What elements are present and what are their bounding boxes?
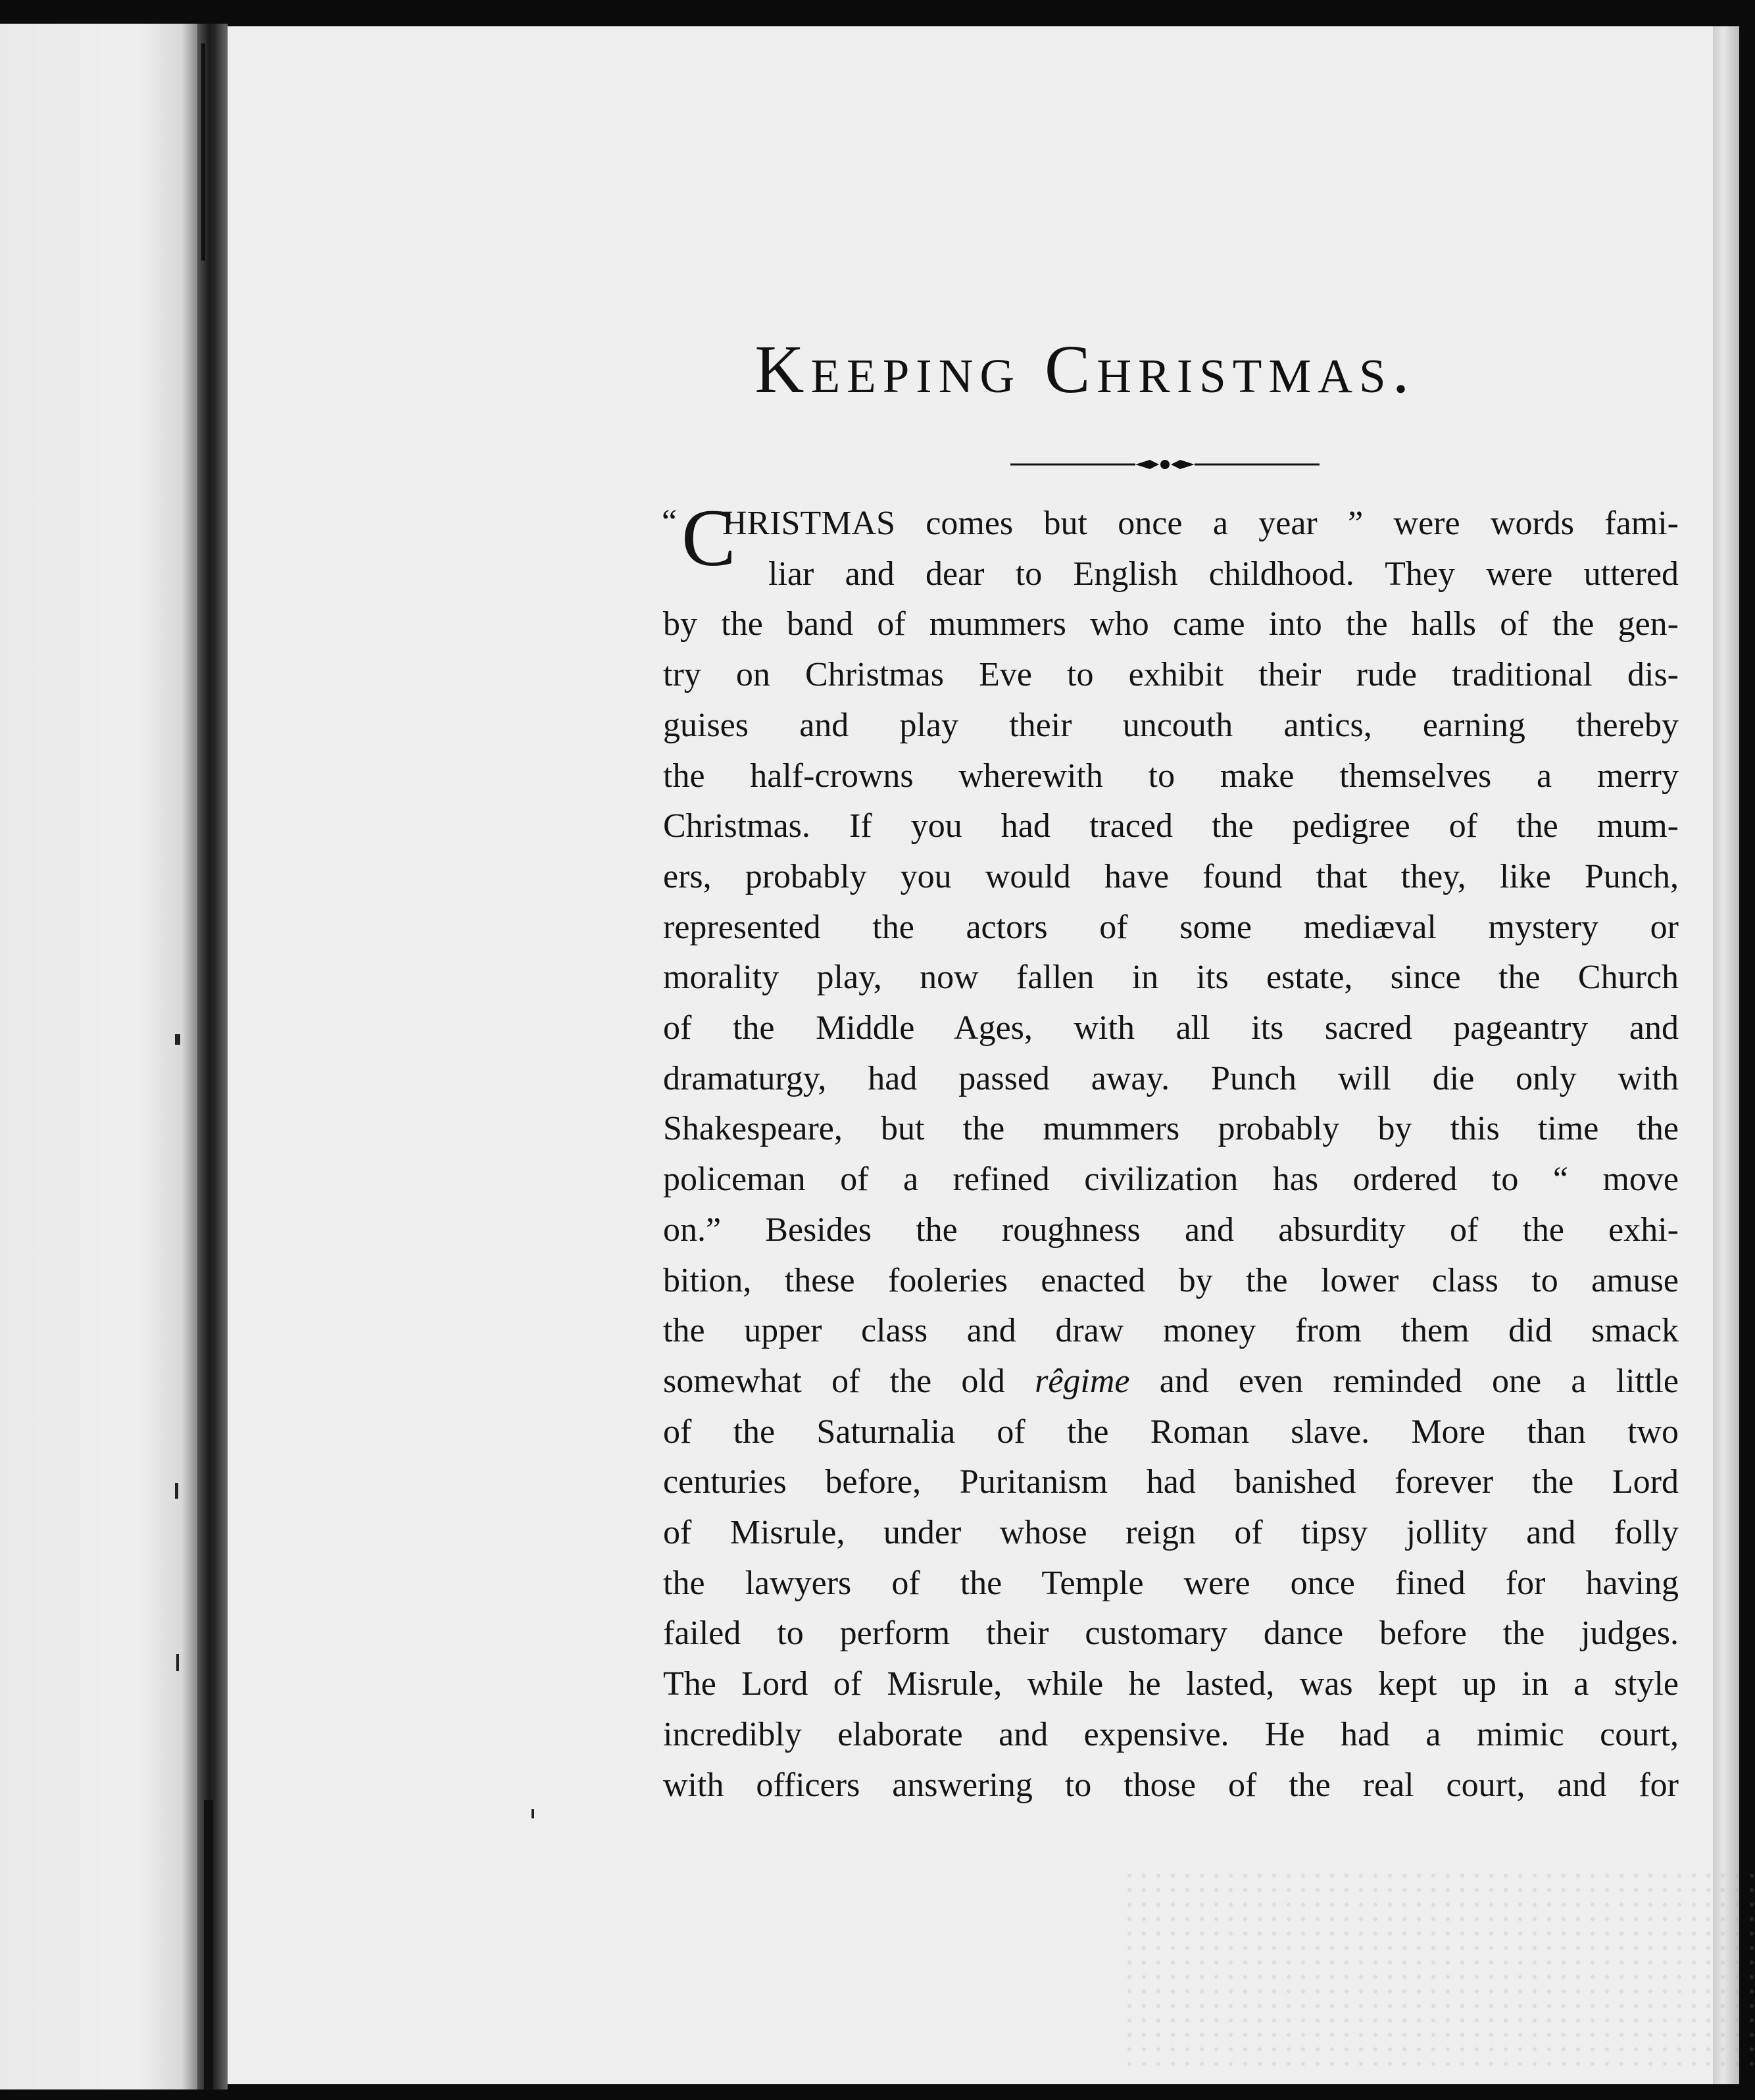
text-line: guises and play their uncouth antics, earning thereby	[663, 706, 1679, 744]
text-line: morality play, now fallen in its estate, since the Church	[663, 959, 1679, 997]
drop-cap-letter: C	[681, 493, 736, 583]
line-text: somewhat of the old	[663, 1362, 1035, 1400]
text-line: represented the actors of some mediæval mystery or	[663, 908, 1679, 946]
text-line: liar and dear to English childhood. They were uttered	[768, 555, 1679, 593]
text-line: the lawyers of the Temple were once fined for having	[663, 1564, 1679, 1602]
text-line: the half-crowns wherewith to make themselves a merry	[663, 757, 1679, 795]
text-line: Shakespeare, but the mummers probably by this time the	[663, 1110, 1679, 1148]
text-line: with officers answering to those of the real court, and for	[663, 1766, 1679, 1804]
body-text	[662, 493, 1679, 1811]
gutter-shadow	[204, 1800, 213, 2089]
text-line: failed to perform their customary dance before the judges.	[663, 1614, 1679, 1653]
embossed-stamp-mark	[1122, 1868, 1755, 2066]
line-text: HRISTMAS comes but once a year ” were words fami-	[722, 505, 1679, 542]
line-text: and even reminded one a little	[1129, 1362, 1679, 1400]
text-line: on.” Besides the roughness and absurdity of the exhi-	[663, 1211, 1679, 1249]
text-line: ers, probably you would have found that they, like Punch,	[663, 857, 1679, 895]
margin-speck	[175, 1483, 178, 1499]
book-gutter	[197, 24, 228, 2089]
text-line	[663, 1357, 1679, 1407]
text-line: policeman of a refined civilization has ordered to “ move	[663, 1161, 1679, 1199]
text-line: Christmas. If you had traced the pedigree of the mum-	[663, 807, 1679, 845]
italic-word: rêgime	[1035, 1362, 1130, 1400]
text-line: the upper class and draw money from them did smack	[663, 1312, 1679, 1350]
gutter-shadow	[201, 43, 205, 261]
drop-cap-quote: “	[662, 503, 678, 541]
page-edge	[1713, 26, 1739, 2084]
text-line: of Misrule, under whose reign of tipsy jollity and folly	[663, 1514, 1679, 1552]
text-line: try on Christmas Eve to exhibit their rude traditional dis-	[663, 656, 1679, 694]
margin-speck	[176, 1654, 179, 1671]
text-line: dramaturgy, had passed away. Punch will die only with	[663, 1059, 1679, 1097]
left-facing-page	[0, 24, 197, 2089]
book-page	[228, 26, 1713, 2084]
text-line: of the Saturnalia of the Roman slave. More than two	[663, 1412, 1679, 1451]
text-line: of the Middle Ages, with all its sacred pageantry and	[663, 1009, 1679, 1047]
margin-speck	[531, 1809, 534, 1818]
text-line: incredibly elaborate and expensive. He had a mimic court,	[663, 1715, 1679, 1753]
text-line: The Lord of Misrule, while he lasted, was kept up in a style	[663, 1665, 1679, 1703]
page-title: Keeping Christmas.	[754, 332, 1416, 407]
text-line: centuries before, Puritanism had banished forever the Lord	[663, 1463, 1679, 1501]
text-line: by the band of mummers who came into the halls of the gen-	[663, 605, 1679, 643]
text-line: bition, these fooleries enacted by the lower class to amuse	[663, 1261, 1679, 1299]
title-ornament-divider	[1010, 458, 1320, 471]
margin-speck	[175, 1034, 180, 1045]
